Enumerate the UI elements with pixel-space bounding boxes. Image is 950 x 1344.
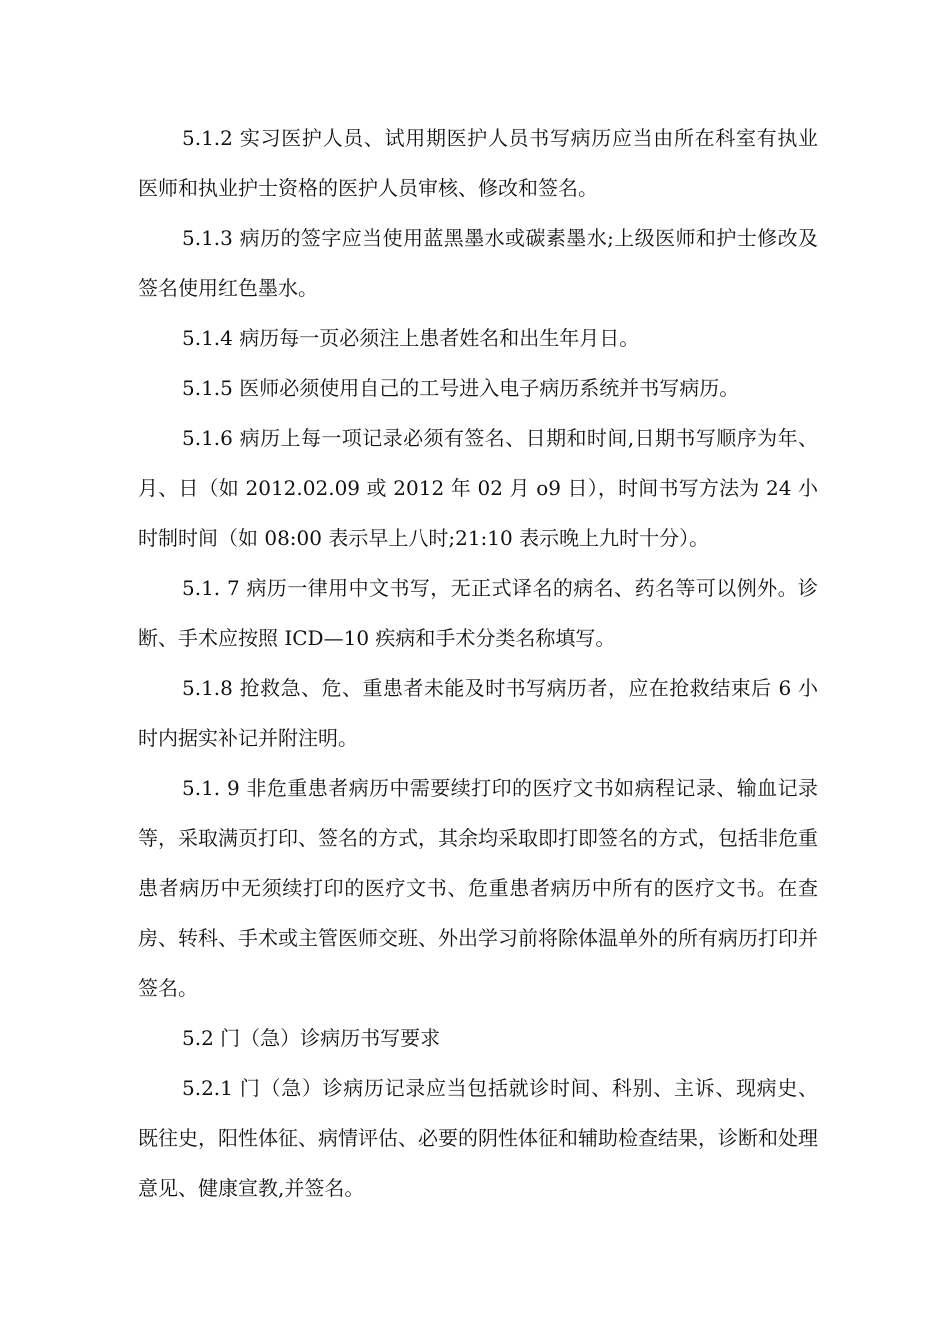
paragraph-5-1-5: 5.1.5 医师必须使用自己的工号进入电子病历系统并书写病历。 bbox=[182, 376, 740, 400]
paragraph-5-1-7: 5.1. 7 病历一律用中文书写，无正式译名的病名、药名等可以例外。诊断、手术应按照 ICD—10 疾病和手术分类名称填写。 bbox=[138, 576, 818, 650]
paragraph-5-2-1: 5.2.1 门（急）诊病历记录应当包括就诊时间、科别、主诉、现病史、既往史，阳性体征、病情评估、必要的阴性体征和辅助检查结果，诊断和处理意见、健康宣教,并签名。 bbox=[138, 1076, 818, 1200]
paragraph-5-1-3: 5.1.3 病历的签字应当使用蓝黑墨水或碳素墨水;上级医师和护士修改及签名使用红色墨水。 bbox=[138, 226, 818, 300]
paragraph-5-1-6: 5.1.6 病历上每一项记录必须有签名、日期和时间,日期书写顺序为年、月、日（如 2012.02.09 或 2012 年 02 月 o9 日），时间书写方法为 24 小时制时间（如 08:00 表示早上八时;21:10 表示晚上九时十分）。 bbox=[138, 426, 818, 550]
section-heading-5-2: 5.2 门（急）诊病历书写要求 bbox=[182, 1026, 441, 1050]
paragraph-5-1-9: 5.1. 9 非危重患者病历中需要续打印的医疗文书如病程记录、输血记录等，采取满页打印、签名的方式，其余均采取即打即签名的方式，包括非危重患者病历中无须续打印的医疗文书、危重患者病历中所有的医疗文书。在查房、转科、手术或主管医师交班、外出学习前将除体温单外的所有病历打印并签名。 bbox=[138, 776, 818, 1000]
paragraph-5-1-4: 5.1.4 病历每一页必须注上患者姓名和出生年月日。 bbox=[182, 326, 640, 350]
paragraph-5-1-2: 5.1.2 实习医护人员、试用期医护人员书写病历应当由所在科室有执业医师和执业护士资格的医护人员审核、修改和签名。 bbox=[138, 126, 818, 200]
document-body bbox=[138, 113, 818, 1213]
paragraph-5-1-8: 5.1.8 抢救急、危、重患者未能及时书写病历者，应在抢救结束后 6 小时内据实补记并附注明。 bbox=[138, 676, 818, 750]
